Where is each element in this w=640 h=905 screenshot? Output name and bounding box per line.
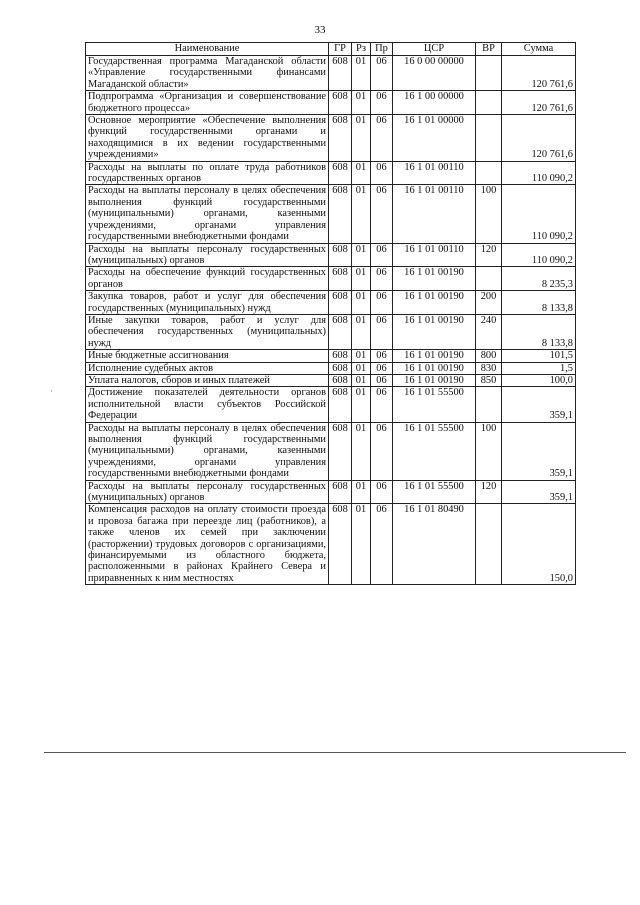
- row-vr: 100: [476, 422, 502, 480]
- row-pr: 06: [371, 350, 393, 362]
- row-sum: 8 235,3: [502, 267, 576, 291]
- row-vr: [476, 91, 502, 115]
- row-sum: 359,1: [502, 387, 576, 422]
- row-vr: 120: [476, 480, 502, 504]
- header-gr: ГР: [329, 43, 352, 56]
- header-vr: ВР: [476, 43, 502, 56]
- row-sum: 110 090,2: [502, 161, 576, 185]
- row-csr: 16 1 01 00190: [393, 362, 476, 374]
- row-csr: 16 1 01 55500: [393, 480, 476, 504]
- row-pr: 06: [371, 291, 393, 315]
- row-gr: 608: [329, 91, 352, 115]
- header-name: Наименование: [86, 43, 329, 56]
- header-sum: Сумма: [502, 43, 576, 56]
- row-pr: 06: [371, 480, 393, 504]
- row-gr: 608: [329, 422, 352, 480]
- row-pr: 06: [371, 161, 393, 185]
- row-gr: 608: [329, 480, 352, 504]
- row-csr: 16 1 01 55500: [393, 422, 476, 480]
- row-csr: 16 1 01 00190: [393, 374, 476, 386]
- row-gr: 608: [329, 161, 352, 185]
- row-rz: 01: [352, 267, 371, 291]
- row-csr: 16 1 01 00190: [393, 267, 476, 291]
- table-header-row: [86, 43, 576, 56]
- row-rz: 01: [352, 161, 371, 185]
- row-vr: 240: [476, 314, 502, 349]
- row-sum: 359,1: [502, 422, 576, 480]
- row-pr: 06: [371, 115, 393, 162]
- row-name: Расходы на выплаты по оплате труда работников государственных органов: [86, 161, 329, 185]
- row-vr: [476, 115, 502, 162]
- row-pr: 06: [371, 374, 393, 386]
- page-number: 33: [314, 24, 326, 36]
- row-rz: 01: [352, 115, 371, 162]
- row-name: Компенсация расходов на оплату стоимости проезда и провоза багажа при переезде лиц (работников), а также членов их семей при заключении (расторжении) трудовых договоров с организациями, финансируемыми из областного бюджета, расположенными в районах Крайнего Севера и приравненных к ним местностях: [86, 504, 329, 585]
- table-row: [86, 291, 576, 315]
- row-sum: 101,5: [502, 350, 576, 362]
- row-gr: 608: [329, 350, 352, 362]
- row-vr: [476, 387, 502, 422]
- row-vr: [476, 267, 502, 291]
- row-gr: 608: [329, 115, 352, 162]
- row-rz: 01: [352, 91, 371, 115]
- row-pr: 06: [371, 314, 393, 349]
- row-csr: 16 1 01 55500: [393, 387, 476, 422]
- header-rz: Рз: [352, 43, 371, 56]
- row-sum: 110 090,2: [502, 243, 576, 267]
- row-pr: 06: [371, 243, 393, 267]
- row-name: Государственная программа Магаданской области «Управление государственными финансами Магаданской области»: [86, 56, 329, 91]
- row-gr: 608: [329, 362, 352, 374]
- row-sum: 8 133,8: [502, 314, 576, 349]
- row-pr: 06: [371, 387, 393, 422]
- row-sum: 8 133,8: [502, 291, 576, 315]
- row-sum: 120 761,6: [502, 91, 576, 115]
- table-row: [86, 243, 576, 267]
- row-pr: 06: [371, 185, 393, 243]
- row-vr: 120: [476, 243, 502, 267]
- row-name: Исполнение судебных актов: [86, 362, 329, 374]
- row-name: Закупка товаров, работ и услуг для обеспечения государственных (муниципальных) нужд: [86, 291, 329, 315]
- row-name: Подпрограмма «Организация и совершенствование бюджетного процесса»: [86, 91, 329, 115]
- row-vr: 800: [476, 350, 502, 362]
- row-rz: 01: [352, 185, 371, 243]
- row-rz: 01: [352, 314, 371, 349]
- row-gr: 608: [329, 374, 352, 386]
- row-name: Достижение показателей деятельности органов исполнительной власти субъектов Российской Федерации: [86, 387, 329, 422]
- row-rz: 01: [352, 422, 371, 480]
- row-pr: 06: [371, 422, 393, 480]
- row-sum: 120 761,6: [502, 56, 576, 91]
- row-csr: 16 1 01 00110: [393, 161, 476, 185]
- row-name: Расходы на выплаты персоналу государственных (муниципальных) органов: [86, 480, 329, 504]
- table-row: [86, 56, 576, 91]
- row-csr: 16 1 01 00110: [393, 243, 476, 267]
- row-sum: 150,0: [502, 504, 576, 585]
- row-rz: 01: [352, 374, 371, 386]
- row-csr: 16 1 01 00190: [393, 314, 476, 349]
- row-name: Расходы на выплаты персоналу в целях обеспечения выполнения функций государственными (муниципальными) органами, казенными учреждениями, органами управления государственными внебюджетными фондами: [86, 422, 329, 480]
- row-name: Расходы на выплаты персоналу в целях обеспечения выполнения функций государственными (муниципальными) органами, казенными учреждениями, органами управления государственными внебюджетными фондами: [86, 185, 329, 243]
- header-csr: ЦСР: [393, 43, 476, 56]
- table-row: [86, 387, 576, 422]
- row-vr: [476, 161, 502, 185]
- table-row: [86, 374, 576, 386]
- row-sum: 359,1: [502, 480, 576, 504]
- row-pr: 06: [371, 362, 393, 374]
- row-vr: 830: [476, 362, 502, 374]
- row-rz: 01: [352, 504, 371, 585]
- row-gr: 608: [329, 185, 352, 243]
- table-row: [86, 115, 576, 162]
- row-gr: 608: [329, 504, 352, 585]
- row-rz: 01: [352, 480, 371, 504]
- row-vr: 200: [476, 291, 502, 315]
- row-vr: [476, 504, 502, 585]
- header-pr: Пр: [371, 43, 393, 56]
- row-gr: 608: [329, 387, 352, 422]
- row-name: Расходы на обеспечение функций государственных органов: [86, 267, 329, 291]
- table-row: [86, 161, 576, 185]
- row-rz: 01: [352, 243, 371, 267]
- row-vr: 100: [476, 185, 502, 243]
- row-sum: 110 090,2: [502, 185, 576, 243]
- table-row: [86, 91, 576, 115]
- table-row: [86, 185, 576, 243]
- row-csr: 16 1 01 80490: [393, 504, 476, 585]
- row-name: Иные бюджетные ассигнования: [86, 350, 329, 362]
- table-row: [86, 480, 576, 504]
- table-row: [86, 422, 576, 480]
- table-row: [86, 350, 576, 362]
- row-pr: 06: [371, 56, 393, 91]
- row-name: Иные закупки товаров, работ и услуг для обеспечения государственных (муниципальных) нужд: [86, 314, 329, 349]
- bottom-rule: [44, 752, 626, 753]
- row-pr: 06: [371, 504, 393, 585]
- row-name: Уплата налогов, сборов и иных платежей: [86, 374, 329, 386]
- row-csr: 16 1 01 00190: [393, 350, 476, 362]
- row-csr: 16 0 00 00000: [393, 56, 476, 91]
- row-csr: 16 1 00 00000: [393, 91, 476, 115]
- row-csr: 16 1 01 00190: [393, 291, 476, 315]
- row-csr: 16 1 01 00000: [393, 115, 476, 162]
- table-row: [86, 362, 576, 374]
- row-gr: 608: [329, 267, 352, 291]
- row-name: Расходы на выплаты персоналу государственных (муниципальных) органов: [86, 243, 329, 267]
- row-rz: 01: [352, 387, 371, 422]
- row-vr: 850: [476, 374, 502, 386]
- row-csr: 16 1 01 00110: [393, 185, 476, 243]
- row-gr: 608: [329, 314, 352, 349]
- table-row: [86, 504, 576, 585]
- budget-table: [85, 42, 576, 585]
- row-gr: 608: [329, 56, 352, 91]
- row-pr: 06: [371, 91, 393, 115]
- margin-mark: ·: [50, 386, 53, 396]
- row-sum: 1,5: [502, 362, 576, 374]
- row-rz: 01: [352, 291, 371, 315]
- row-gr: 608: [329, 291, 352, 315]
- row-sum: 100,0: [502, 374, 576, 386]
- row-gr: 608: [329, 243, 352, 267]
- row-vr: [476, 56, 502, 91]
- row-pr: 06: [371, 267, 393, 291]
- row-rz: 01: [352, 350, 371, 362]
- row-name: Основное мероприятие «Обеспечение выполнения функций государственными органами и находящимися в их ведении государственными учреждениями»: [86, 115, 329, 162]
- table-row: [86, 314, 576, 349]
- row-rz: 01: [352, 56, 371, 91]
- table-row: [86, 267, 576, 291]
- row-rz: 01: [352, 362, 371, 374]
- row-sum: 120 761,6: [502, 115, 576, 162]
